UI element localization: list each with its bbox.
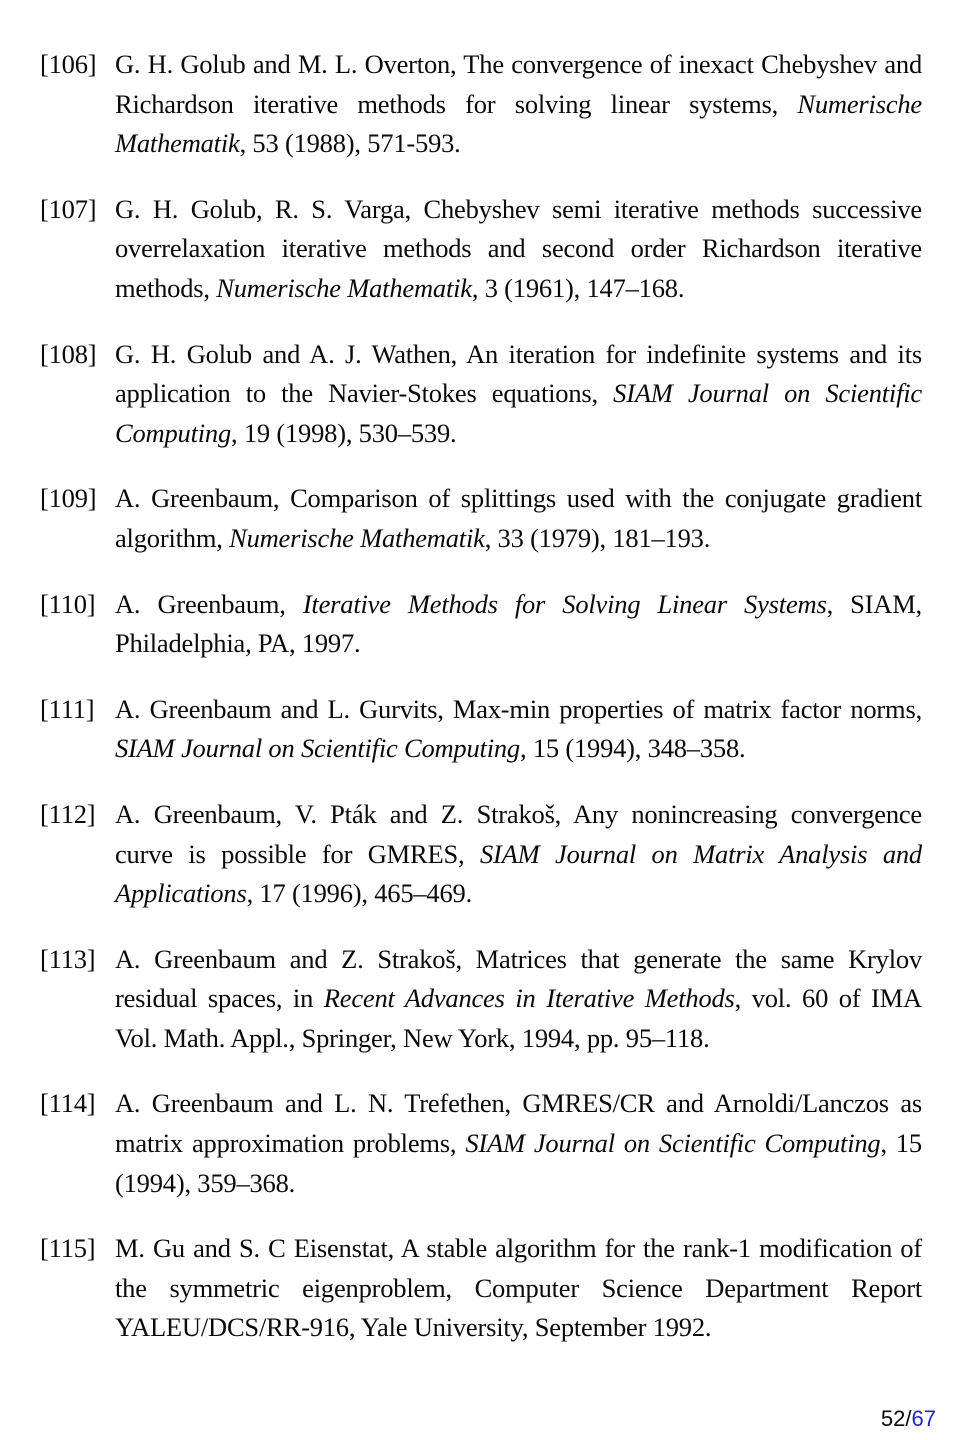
reference-entry xyxy=(40,479,922,558)
reference-text-segment: A. Greenbaum and L. N. Trefethen, GMRES/CR and Arnoldi/Lanczos as matrix approximation problems, xyxy=(115,1088,922,1159)
page-number-footer xyxy=(881,1406,936,1432)
reference-text xyxy=(115,335,922,454)
reference-title-italic: SIAM Journal on Scientific Computing xyxy=(465,1128,881,1159)
reference-label: [106] xyxy=(40,49,97,79)
reference-text-segment: , vol. 60 of IMA Vol. Math. Appl., Springer, New York, 1994, pp. 95–118. xyxy=(115,983,922,1053)
reference-text xyxy=(115,585,922,664)
reference-text-segment: G. H. Golub, R. S. Varga, Chebyshev semi iterative methods successive overrelaxation iterative methods and second order Richardson iterative methods, xyxy=(115,193,922,303)
reference-title-italic: SIAM Journal on Scientific Computing xyxy=(115,733,520,764)
reference-entry xyxy=(40,795,922,914)
reference-text-segment: G. H. Golub and A. J. Wathen, An iteration for indefinite systems and its application to the Navier-Stokes equations, xyxy=(115,338,922,409)
current-page-number: 52 xyxy=(880,1406,906,1431)
reference-text-segment: , 15 (1994), 348–358. xyxy=(519,733,746,764)
reference-label: [113] xyxy=(40,943,96,974)
reference-text-segment: A. Greenbaum and Z. Strakoš, Matrices that generate the same Krylov residual spaces, in xyxy=(115,943,922,1014)
reference-text-segment: A. Greenbaum, xyxy=(115,588,303,619)
reference-entry xyxy=(40,690,922,769)
total-pages-link[interactable]: 67 xyxy=(911,1406,936,1431)
reference-text-segment: G. H. Golub and M. L. Overton, The convergence of inexact Chebyshev and Richardson iterative methods for solving linear systems, xyxy=(115,49,922,119)
reference-text-segment: , 33 (1979), 181–193. xyxy=(484,522,711,553)
reference-text xyxy=(115,795,922,914)
reference-label: [109] xyxy=(40,483,97,514)
reference-text xyxy=(115,1229,922,1348)
reference-text-segment: A. Greenbaum, V. Pták and Z. Strakoš, Any nonincreasing convergence curve is possible for GMRES, xyxy=(115,798,922,869)
reference-text-segment: , 19 (1998), 530–539. xyxy=(231,417,457,448)
reference-title-italic: Numerische Mathematik xyxy=(216,272,472,303)
reference-entry xyxy=(40,585,922,664)
reference-entry xyxy=(40,1084,922,1203)
reference-text-segment: , SIAM, Philadelphia, PA, 1997. xyxy=(115,588,922,659)
reference-text xyxy=(115,479,922,558)
reference-label: [112] xyxy=(40,798,96,829)
reference-label: [115] xyxy=(40,1233,96,1264)
reference-title-italic: SIAM Journal on Scientific Computing xyxy=(115,378,922,448)
reference-label: [111] xyxy=(40,693,95,724)
reference-entry xyxy=(40,190,922,309)
reference-title-italic: SIAM Journal on Matrix Analysis and Applications xyxy=(115,838,922,909)
reference-entry xyxy=(40,45,922,164)
reference-entry xyxy=(40,1229,922,1348)
page-number-separator: / xyxy=(905,1406,912,1431)
reference-text-segment: , 53 (1988), 571-593. xyxy=(239,128,461,159)
reference-text-segment: A. Greenbaum and L. Gurvits, Max-min properties of matrix factor norms, xyxy=(115,693,922,724)
reference-title-italic: Numerische Mathematik xyxy=(115,88,922,159)
reference-text-segment: M. Gu and S. C Eisenstat, A stable algorithm for the rank-1 modification of the symmetric eigenproblem, Computer Science Department Report YALEU/DCS/RR-916, Yale University, September 1992. xyxy=(115,1233,922,1343)
reference-label: [107] xyxy=(40,193,97,224)
reference-text-segment: A. Greenbaum, Comparison of splittings used with the conjugate gradient algorithm, xyxy=(115,483,922,553)
reference-text xyxy=(115,45,922,164)
reference-text xyxy=(115,1084,922,1203)
reference-title-italic: Numerische Mathematik xyxy=(229,522,485,553)
reference-title-italic: Recent Advances in Iterative Methods xyxy=(323,983,735,1014)
reference-text-segment: , 3 (1961), 147–168. xyxy=(471,272,685,303)
reference-label: [108] xyxy=(40,338,97,369)
reference-text-segment: , 17 (1996), 465–469. xyxy=(246,878,473,909)
reference-text-segment: , 15 (1994), 359–368. xyxy=(115,1128,922,1198)
reference-text xyxy=(115,690,922,769)
reference-text xyxy=(115,940,922,1059)
reference-label: [114] xyxy=(40,1088,96,1119)
reference-label: [110] xyxy=(40,588,96,619)
reference-entry xyxy=(40,335,922,454)
reference-text xyxy=(115,190,922,309)
reference-title-italic: Iterative Methods for Solving Linear Systems xyxy=(302,588,827,619)
reference-entry xyxy=(40,940,922,1059)
